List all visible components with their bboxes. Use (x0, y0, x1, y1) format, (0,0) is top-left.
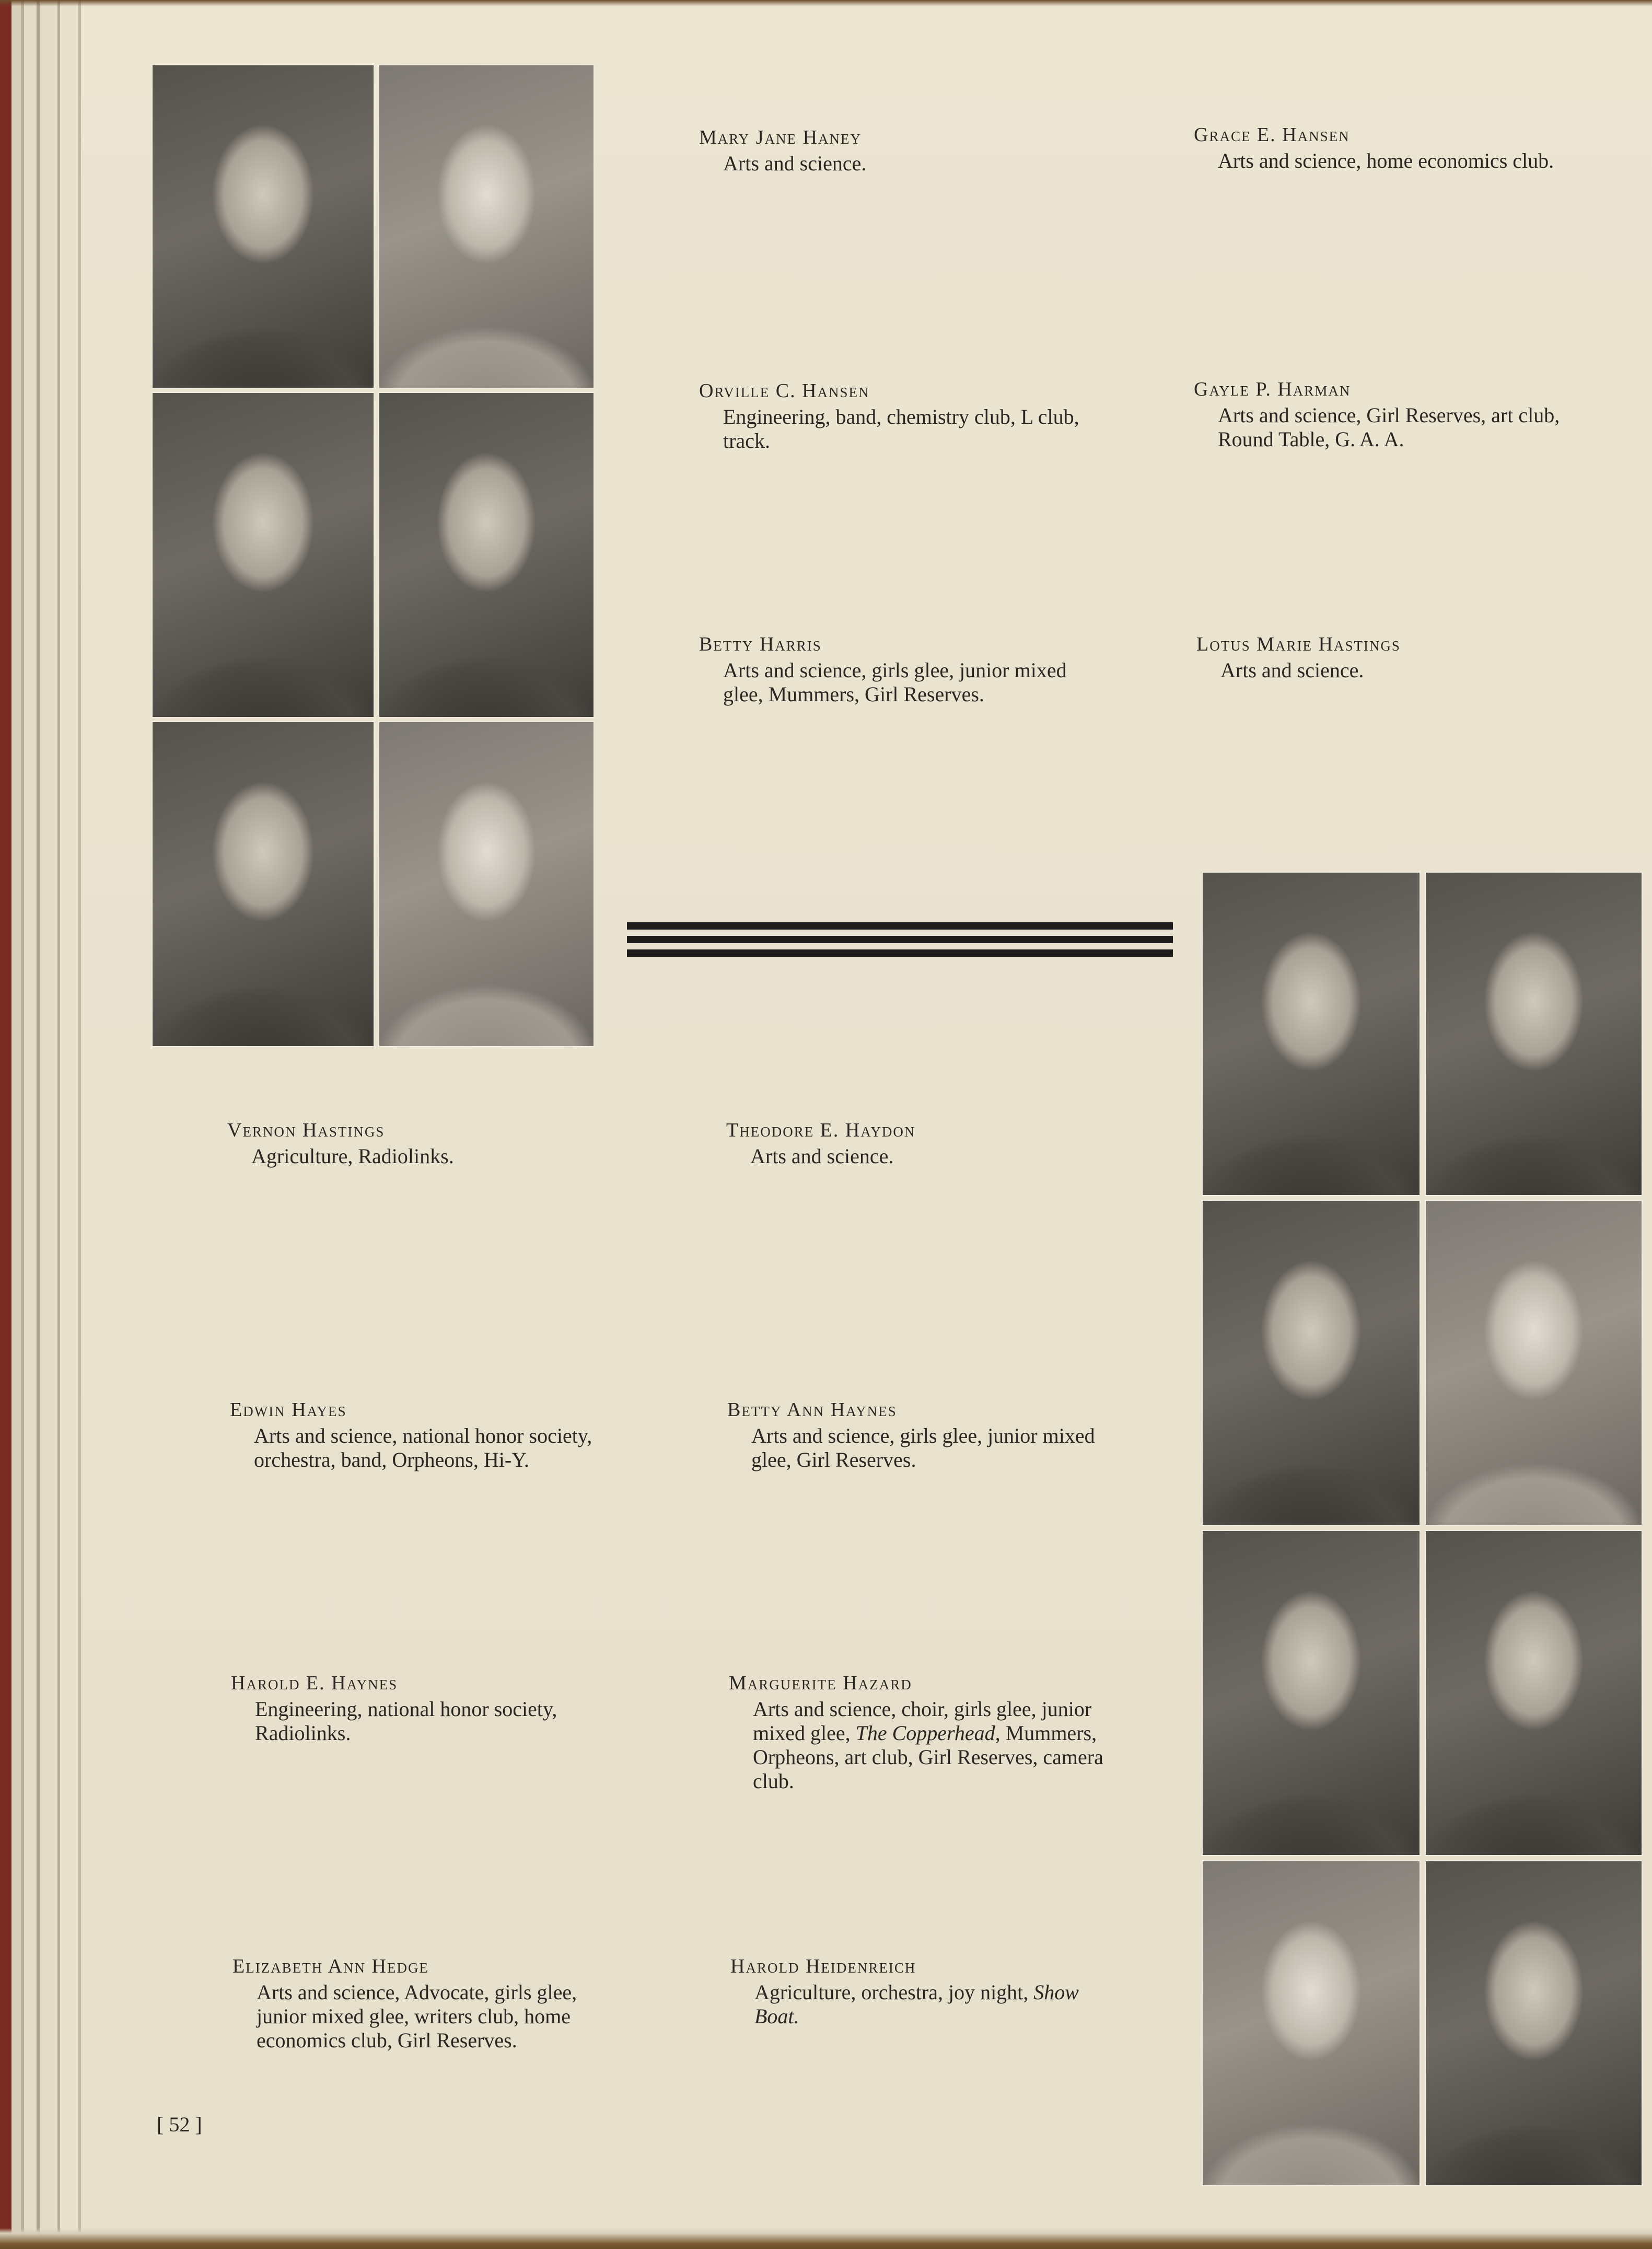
entry-desc: Agriculture, Radiolinks. (251, 1144, 454, 1168)
entry-desc: Arts and science, girls glee, junior mixed glee, Mummers, Girl Reserves. (723, 658, 1067, 706)
entry-name: Mary Jane Haney (699, 126, 862, 148)
entry-desc (730, 1980, 1127, 2028)
desc-text: Mummers, Orpheons, art club, Girl Reserves, camera club. (753, 1721, 1103, 1793)
rule-line (627, 949, 1173, 957)
entry-lotus-hastings (1196, 632, 1604, 682)
page-number: [ 52 ] (157, 2113, 202, 2136)
decorative-rules (627, 922, 1173, 963)
entry-harold-heidenreich (730, 1954, 1127, 2028)
entry-name: Orville C. Hansen (699, 380, 870, 402)
entry-desc: Arts and science, Advocate, girls glee, junior mixed glee, writers club, home economics club, Girl Reserves. (257, 1980, 577, 2052)
entry-elizabeth-hedge (232, 1954, 619, 2053)
entry-name: Theodore E. Haydon (726, 1119, 916, 1141)
entry-gayle-harman (1194, 377, 1607, 451)
desc-italic: The Copperhead, (855, 1721, 1000, 1745)
portrait-harold-haynes (1203, 1531, 1420, 1855)
entry-desc: Arts and science. (1220, 658, 1364, 682)
portrait-mary-jane-haney (153, 65, 374, 388)
page-top-edge (0, 0, 1652, 6)
entry-name: Betty Ann Haynes (727, 1399, 897, 1421)
portrait-harold-heidenreich (1426, 1861, 1642, 2185)
portrait-gayle-harman (379, 393, 594, 717)
entry-name: Elizabeth Ann Hedge (232, 1955, 429, 1977)
entry-grace-hansen (1194, 123, 1601, 173)
entry-name: Edwin Hayes (230, 1399, 347, 1421)
desc-text: Agriculture, orchestra, joy night, (754, 1980, 1034, 2004)
entry-vernon-hastings (227, 1118, 614, 1168)
entry-desc: Arts and science, national honor society, orchestra, band, Orpheons, Hi-Y. (254, 1424, 592, 1471)
portrait-betty-ann-haynes (1426, 1201, 1642, 1525)
portrait-edwin-hayes (1203, 1201, 1420, 1525)
portrait-vernon-hastings (1203, 873, 1420, 1195)
entry-desc: Arts and science. (723, 152, 867, 175)
entry-desc: Arts and science, home economics club. (1218, 149, 1554, 172)
desc-italic: Show Boat. (754, 1980, 1079, 2028)
entry-desc: Arts and science, girls glee, junior mixed glee, Girl Reserves. (751, 1424, 1095, 1471)
rule-line (627, 922, 1173, 930)
portrait-grace-hansen (379, 65, 594, 388)
entry-name: Gayle P. Harman (1194, 378, 1351, 400)
entry-harold-haynes (231, 1671, 618, 1745)
entry-name: Harold Heidenreich (730, 1955, 916, 1977)
entry-name: Marguerite Hazard (729, 1672, 912, 1694)
portrait-elizabeth-hedge (1203, 1861, 1420, 2185)
desc-text: Arts and science, choir, girls glee, junior mixed glee, (753, 1697, 1092, 1745)
entry-marguerite-hazard (729, 1671, 1126, 1793)
entry-desc: Engineering, national honor society, Radiolinks. (255, 1697, 557, 1745)
entry-name: Lotus Marie Hastings (1196, 633, 1401, 655)
entry-name: Harold E. Haynes (231, 1672, 398, 1694)
portrait-orville-hansen (153, 393, 374, 717)
entry-name: Grace E. Hansen (1194, 124, 1350, 146)
entry-desc: Arts and science. (750, 1144, 894, 1168)
portrait-marguerite-hazard (1426, 1531, 1642, 1855)
entry-desc: Engineering, band, chemistry club, L club, track. (723, 405, 1079, 453)
rule-line (627, 936, 1173, 943)
entry-name: Betty Harris (699, 633, 822, 655)
entry-betty-harris (699, 632, 1086, 706)
page-bottom-edge (0, 2228, 1652, 2249)
entry-betty-ann-haynes (727, 1398, 1124, 1472)
entry-orville-hansen (699, 379, 1086, 453)
entry-desc: Arts and science, Girl Reserves, art club, Round Table, G. A. A. (1218, 403, 1560, 451)
entry-desc (729, 1697, 1126, 1793)
entry-name: Vernon Hastings (227, 1119, 385, 1141)
portrait-lotus-hastings (379, 722, 594, 1046)
entry-mary-jane-haney (699, 125, 1117, 176)
entry-theodore-haydon (726, 1118, 1123, 1168)
book-spine (0, 0, 91, 2249)
portrait-theodore-haydon (1426, 873, 1642, 1195)
portrait-betty-harris (153, 722, 374, 1046)
entry-edwin-hayes (230, 1398, 616, 1472)
